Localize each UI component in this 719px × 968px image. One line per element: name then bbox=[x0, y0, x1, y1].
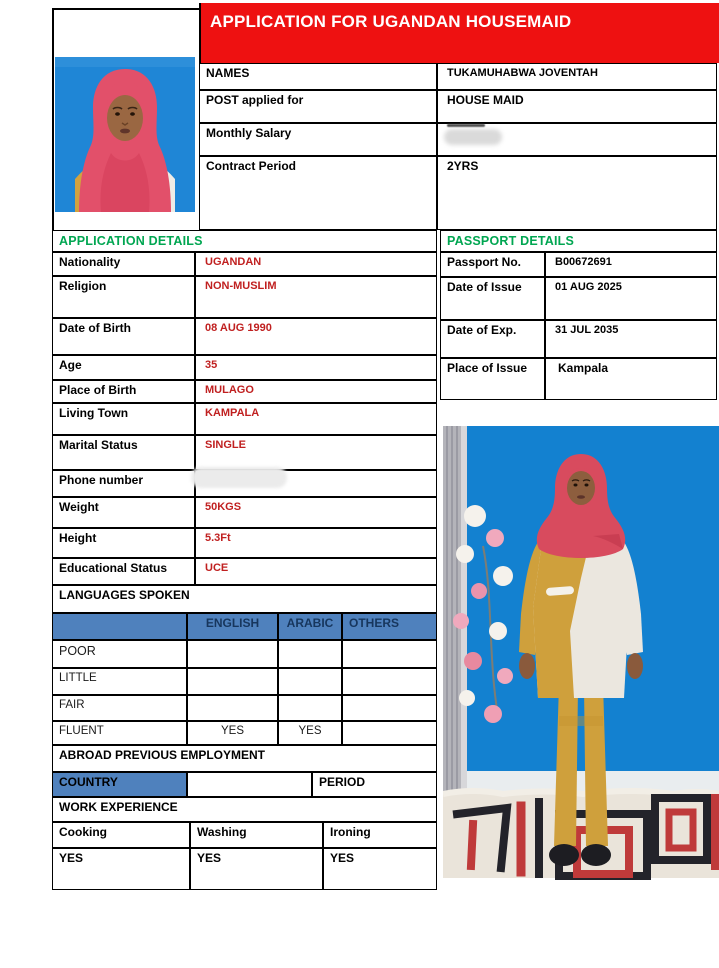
label-place-of-birth: Place of Birth bbox=[52, 380, 195, 403]
label-passport-no: Passport No. bbox=[440, 252, 545, 277]
top-row-contract-value: 2YRS bbox=[437, 156, 717, 230]
value-date-of-exp: 31 JUL 2035 bbox=[545, 320, 717, 358]
frame-left-border bbox=[52, 8, 54, 230]
value-educational-status: UCE bbox=[195, 558, 437, 585]
label-place-of-issue: Place of Issue bbox=[440, 358, 545, 400]
top-row-names-value: TUKAMUHABWA JOVENTAH bbox=[437, 63, 717, 90]
work-val-washing: YES bbox=[190, 848, 323, 890]
work-col-cooking: Cooking bbox=[52, 822, 190, 848]
salary-redaction-blur bbox=[444, 129, 502, 145]
label-marital-status: Marital Status bbox=[52, 435, 195, 470]
work-col-ironing: Ironing bbox=[323, 822, 437, 848]
application-details-title: APPLICATION DETAILS bbox=[52, 230, 437, 252]
value-weight: 50KGS bbox=[195, 497, 437, 528]
label-date-of-issue: Date of Issue bbox=[440, 277, 545, 320]
lang-level-fluent: FLUENT bbox=[52, 721, 187, 745]
value-place-of-birth: MULAGO bbox=[195, 380, 437, 403]
full-body-photo bbox=[443, 426, 719, 882]
lang-poor-english bbox=[187, 640, 278, 668]
value-passport-no: B00672691 bbox=[545, 252, 717, 277]
work-val-cooking: YES bbox=[52, 848, 190, 890]
lang-header-arabic: ARABIC bbox=[278, 613, 342, 640]
value-marital-status: SINGLE bbox=[195, 435, 437, 470]
lang-fair-others bbox=[342, 695, 437, 721]
value-height: 5.3Ft bbox=[195, 528, 437, 558]
label-age: Age bbox=[52, 355, 195, 380]
lang-level-fair: FAIR bbox=[52, 695, 187, 721]
passport-details-title: PASSPORT DETAILS bbox=[440, 230, 717, 252]
top-row-salary-label: Monthly Salary bbox=[199, 123, 437, 156]
value-religion: NON-MUSLIM bbox=[195, 276, 437, 318]
value-living-town: KAMPALA bbox=[195, 403, 437, 435]
phone-redaction-blur bbox=[191, 467, 287, 488]
lang-header-english: ENGLISH bbox=[187, 613, 278, 640]
lang-fluent-arabic: YES bbox=[278, 721, 342, 745]
lang-level-poor: POOR bbox=[52, 640, 187, 668]
value-age: 35 bbox=[195, 355, 437, 380]
frame-top-border bbox=[52, 8, 200, 10]
lang-little-arabic bbox=[278, 668, 342, 695]
salary-redaction-mark bbox=[447, 124, 485, 127]
work-val-ironing: YES bbox=[323, 848, 437, 890]
country-header: COUNTRY bbox=[52, 772, 187, 797]
lang-header-others: OTHERS bbox=[342, 613, 437, 640]
top-row-post-value: HOUSE MAID bbox=[437, 90, 717, 123]
lang-poor-arabic bbox=[278, 640, 342, 668]
lang-fair-english bbox=[187, 695, 278, 721]
lang-little-others bbox=[342, 668, 437, 695]
label-living-town: Living Town bbox=[52, 403, 195, 435]
passport-photo bbox=[55, 57, 195, 212]
lang-header-blank bbox=[52, 613, 187, 640]
languages-spoken-title: LANGUAGES SPOKEN bbox=[52, 585, 437, 613]
country-value bbox=[187, 772, 312, 797]
top-row-contract-label: Contract Period bbox=[199, 156, 437, 230]
value-nationality: UGANDAN bbox=[195, 252, 437, 276]
lang-fair-arabic bbox=[278, 695, 342, 721]
label-date-of-birth: Date of Birth bbox=[52, 318, 195, 355]
work-col-washing: Washing bbox=[190, 822, 323, 848]
lang-poor-others bbox=[342, 640, 437, 668]
value-date-of-birth: 08 AUG 1990 bbox=[195, 318, 437, 355]
label-weight: Weight bbox=[52, 497, 195, 528]
form-title: APPLICATION FOR UGANDAN HOUSEMAID bbox=[199, 3, 719, 63]
value-place-of-issue: Kampala bbox=[545, 358, 717, 400]
label-date-of-exp: Date of Exp. bbox=[440, 320, 545, 358]
period-header: PERIOD bbox=[312, 772, 437, 797]
label-educational-status: Educational Status bbox=[52, 558, 195, 585]
label-phone-number: Phone number bbox=[52, 470, 195, 497]
label-nationality: Nationality bbox=[52, 252, 195, 276]
label-religion: Religion bbox=[52, 276, 195, 318]
work-experience-title: WORK EXPERIENCE bbox=[52, 797, 437, 822]
lang-fluent-others bbox=[342, 721, 437, 745]
abroad-employment-title: ABROAD PREVIOUS EMPLOYMENT bbox=[52, 745, 437, 772]
lang-fluent-english: YES bbox=[187, 721, 278, 745]
label-height: Height bbox=[52, 528, 195, 558]
lang-little-english bbox=[187, 668, 278, 695]
top-row-post-label: POST applied for bbox=[199, 90, 437, 123]
value-date-of-issue: 01 AUG 2025 bbox=[545, 277, 717, 320]
lang-level-little: LITTLE bbox=[52, 668, 187, 695]
top-row-names-label: NAMES bbox=[199, 63, 437, 90]
